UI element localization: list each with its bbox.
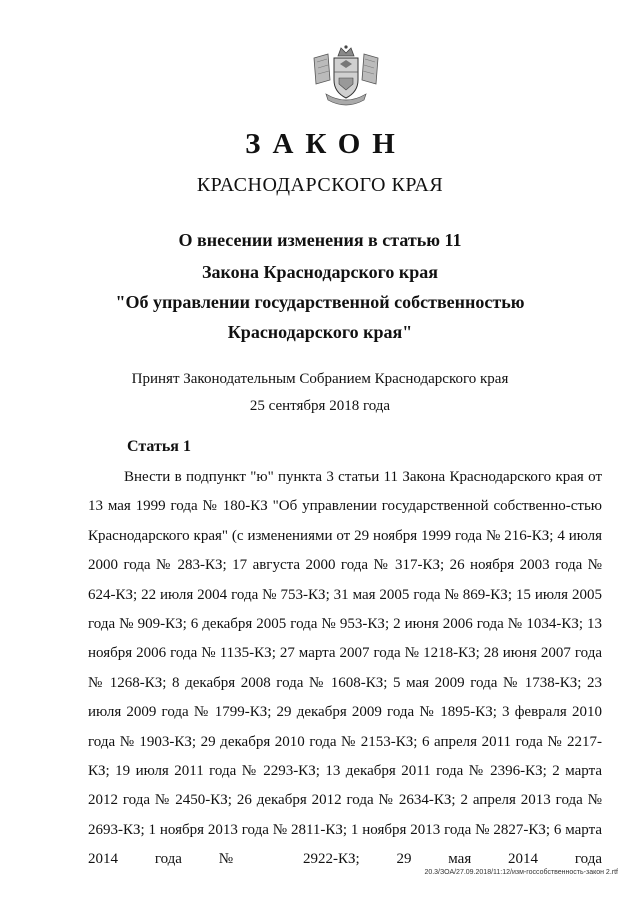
article-body: [88, 463, 602, 875]
heading-line-1: О внесении изменения в статью 11: [178, 230, 462, 250]
heading-line-2: Закона Краснодарского края: [202, 262, 438, 282]
law-title: ЗАКОН: [245, 128, 407, 160]
adopted-date: 25 сентября 2018 года: [249, 398, 391, 414]
article-paragraph: Внести в подпункт "ю" пункта 3 статьи 11 Закона Краснодарского края от 13 мая 1999 года № 180-КЗ "Об управлении государственной собственно-стью Краснодарского края" (с изменениями от 29 ноября 1999 года № 216-КЗ; 4 июля 2000 года № 283-КЗ; 17 августа 2000 года № 317-КЗ; 26 ноября 2003 года № 624-КЗ; 22 июля 2004 года № 753-КЗ; 31 мая 2005 года № 869-КЗ; 15 июля 2005 года № 909-КЗ; 6 декабря 2005 года № 953-КЗ; 2 июня 2006 года № 1034-КЗ; 13 ноября 2006 года № 1135-КЗ; 27 марта 2007 года № 1218-КЗ; 28 июня 2007 года № 1268-КЗ; 8 декабря 2008 года № 1608-КЗ; 5 мая 2009 года № 1738-КЗ; 23 июля 2009 года № 1799-КЗ; 29 декабря 2009 года № 1895-КЗ; 3 февраля 2010 года № 1903-КЗ; 29 декабря 2010 года № 2153-КЗ; 6 апреля 2011 года № 2217-КЗ; 19 июля 2011 года № 2293-КЗ; 13 декабря 2011 года № 2396-КЗ; 2 марта 2012 года № 2450-КЗ; 26 декабря 2012 года № 2634-КЗ; 2 апреля 2013 года № 2693-КЗ; 1 ноября 2013 года № 2811-КЗ; 1 ноября 2013 года № 2827-КЗ; 6 марта 2014 года № 2922-КЗ; 29 мая 2014 года: [88, 469, 602, 868]
article-label: Статья 1: [127, 438, 191, 455]
heading-line-3: "Об управлении государственной собственностью: [115, 292, 525, 312]
law-region: КРАСНОДАРСКОГО КРАЯ: [196, 174, 444, 196]
heading-line-4: Краснодарского края": [227, 322, 413, 342]
file-footer: 20.3/ЗОА/27.09.2018/11:12/изм-госсобственность-закон 2.rtf: [424, 869, 618, 876]
coat-of-arms-icon: [308, 44, 384, 108]
adopted-by: Принят Законодательным Собранием Краснодарского края: [131, 371, 509, 387]
